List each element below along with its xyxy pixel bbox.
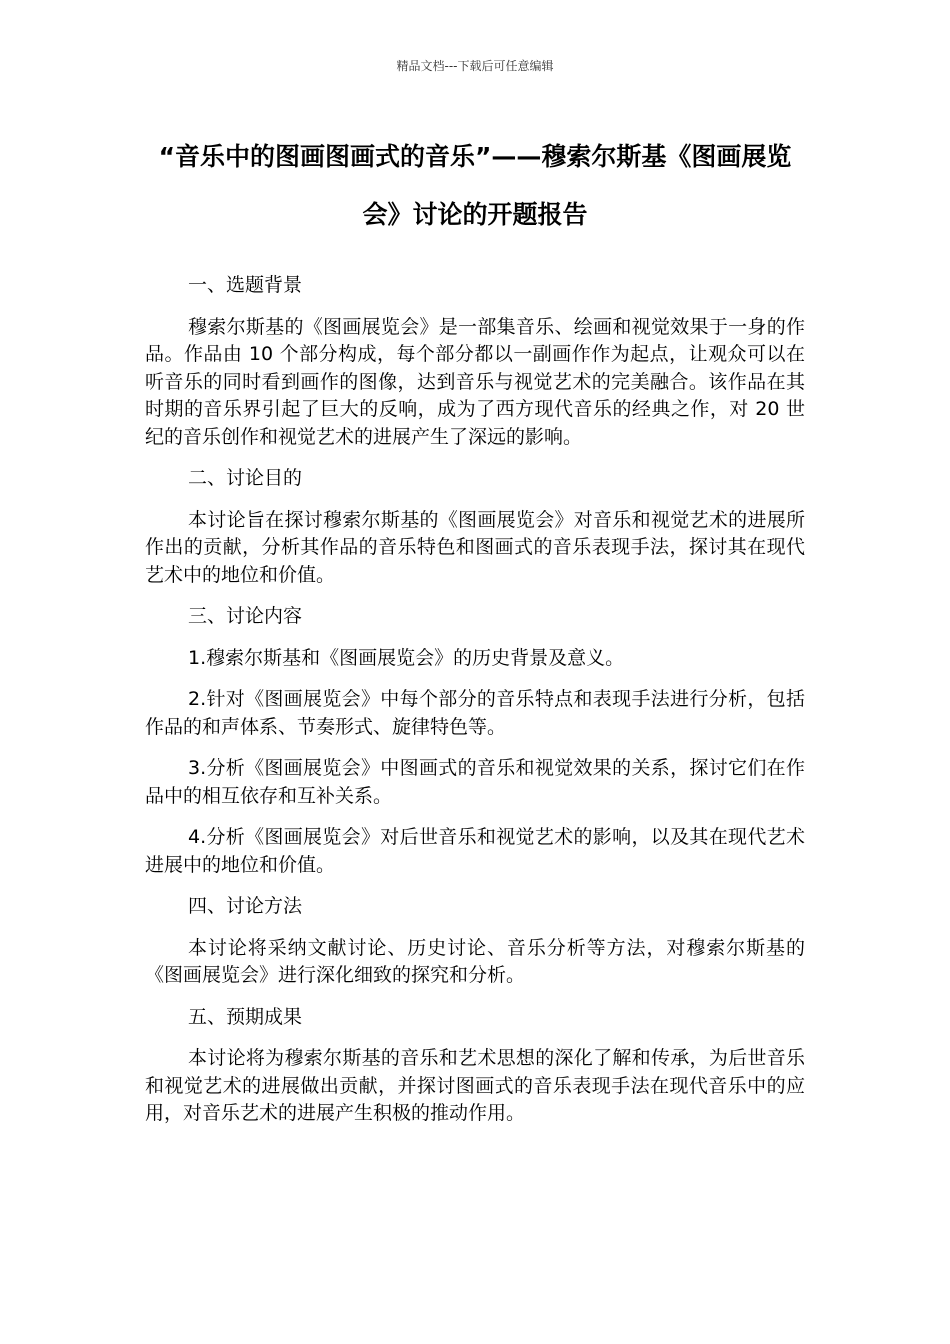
content-item-1: 1.穆索尔斯基和《图画展览会》的历史背景及意义。 [188, 646, 625, 669]
section-heading-purpose: 二、讨论目的 [188, 467, 303, 489]
header-note: 精品文档---下载后可任意编辑 [396, 59, 554, 73]
document-title: “音乐中的图画图画式的音乐”——穆索尔斯基《图画展览会》讨论的开题报告 [158, 142, 792, 229]
section-heading-background: 一、选题背景 [188, 274, 303, 296]
section-heading-content: 三、讨论内容 [188, 605, 303, 627]
paragraph-method: 本讨论将采纳文献讨论、历史讨论、音乐分析等方法，对穆索尔斯基的《图画展览会》进行深化细致的探究和分析。 [145, 936, 805, 986]
paragraph-purpose: 本讨论旨在探讨穆索尔斯基的《图画展览会》对音乐和视觉艺术的进展所作出的贡献，分析其作品的音乐特色和图画式的音乐表现手法，探讨其在现代艺术中的地位和价值。 [145, 508, 805, 586]
content-item-4: 4.分析《图画展览会》对后世音乐和视觉艺术的影响，以及其在现代艺术进展中的地位和价值。 [145, 826, 805, 876]
document-body [145, 272, 805, 1142]
paragraph-outcome: 本讨论将为穆索尔斯基的音乐和艺术思想的深化了解和传承，为后世音乐和视觉艺术的进展做出贡献，并探讨图画式的音乐表现手法在现代音乐中的应用，对音乐艺术的进展产生积极的推动作用。 [145, 1047, 805, 1124]
content-item-2: 2.针对《图画展览会》中每个部分的音乐特点和表现手法进行分析，包括作品的和声体系、节奏形式、旋律特色等。 [145, 688, 805, 738]
section-heading-method: 四、讨论方法 [188, 895, 303, 917]
section-heading-outcome: 五、预期成果 [188, 1005, 303, 1028]
paragraph-background: 穆索尔斯基的《图画展览会》是一部集音乐、绘画和视觉效果于一身的作品。作品由 10 个部分构成，每个部分都以一副画作作为起点，让观众可以在听音乐的同时看到画作的图像，达到音乐与视觉艺术的完美融合。该作品在其时期的音乐界引起了巨大的反响，成为了西方现代音乐的经典之作，对 20 世纪的音乐创作和视觉艺术的进展产生了深远的影响。 [145, 315, 805, 448]
content-item-3: 3.分析《图画展览会》中图画式的音乐和视觉效果的关系，探讨它们在作品中的相互依存和互补关系。 [145, 757, 805, 807]
